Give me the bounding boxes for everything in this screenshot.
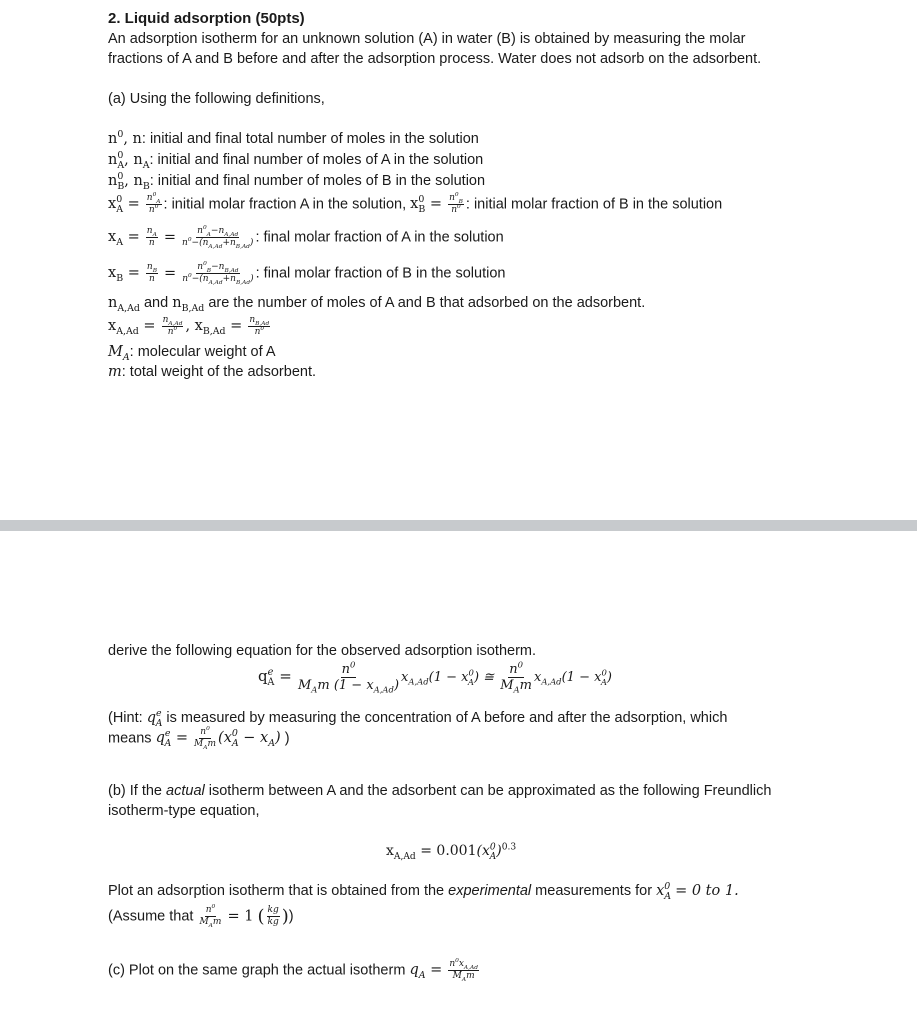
def-and-text: and: [143, 295, 169, 311]
part-b-line-2: isotherm-type equation,: [108, 803, 260, 819]
part-a-heading: (a) Using the following definitions,: [108, 91, 325, 107]
hint-start: (Hint:: [108, 710, 143, 726]
def-xb-text: : final molar fraction of B in the solution: [255, 265, 506, 282]
assume-end: ): [288, 908, 294, 925]
part-b-post: isotherm between A and the adsorbent can be approximated as the following Freundlich: [204, 783, 772, 799]
def-ma-line: $M_A$: molecular weight of A: [108, 344, 276, 363]
freundlich-coefficient: 0.001: [436, 843, 477, 859]
part-c-text: (c) Plot on the same graph the actual isotherm: [108, 962, 406, 979]
def-adsorbed-line: $n_{A,Ad}$ and $n_{B,Ad}$ are the number of moles of A and B that adsorbed on the adsorbent.: [108, 295, 646, 314]
def-xad-line: $x_{A,Ad}$ = $\frac{n_{A,Ad}}{n^0}$ , $x_{B,Ad}$ = $\frac{n_{B,Ad}}{n^0}$: [108, 315, 270, 338]
xa-fraction-1: $\frac{n_A}{n}$: [146, 226, 157, 248]
derive-text: derive the following equation for the observed adsorption isotherm.: [108, 643, 537, 659]
assume-pre: (Assume that: [108, 908, 194, 925]
part-b-line-1: [108, 783, 771, 799]
def-adsorbed-text: are the number of moles of A and B that adsorbed on the adsorbent.: [208, 295, 646, 311]
part-c-fraction: $\frac{n^0x_{A,Ad}}{M_Am}$: [449, 958, 478, 983]
def-nb-text: : initial and final number of moles of B in the solution: [149, 173, 486, 189]
def-m-line: m: total weight of the adsorbent.: [108, 364, 317, 380]
hint-line-1: (Hint: $q^e_A$ is measured by measuring the concentration of A before and after the adsorption, which: [108, 708, 728, 729]
xbad-fraction: $\frac{n_{B,Ad}}{n^0}$: [249, 315, 270, 337]
def-n-text: : initial and final total number of moles in the solution: [141, 131, 479, 147]
plot-range: = 0 to 1.: [675, 883, 739, 899]
def-m-text: : total weight of the adsorbent.: [121, 364, 317, 380]
hint-means: means: [108, 730, 152, 747]
assume-line: (Assume that $\frac{n^0}{M_Am}$ = 1 ( $\frac{kg}{kg}$ )): [108, 904, 294, 929]
def-xa-line: $x_A$ = $\frac{n_A}{n}$ = $\frac{n^0_A-n_{A,Ad}}{n^0-(n_{A,Ad}+n_{B,Ad})}$ : final molar fraction of A in the solution: [108, 225, 504, 250]
def-na-line: $n^0_A$, $n_A$: initial and final number of moles of A in the solution: [108, 150, 484, 171]
def-xa0-text: : initial molar fraction A in the solution,: [163, 196, 407, 213]
part-b-emphasis: actual: [166, 783, 205, 799]
isotherm-fraction-1: $\frac{n^0}{M_Am (1 - x_{A,Ad})}$: [297, 659, 400, 695]
hint-line-2: means $q^e_A$ = $\frac{n^0}{M_Am}$ $(x^0_A - x_A)$ ): [108, 726, 290, 751]
isotherm-fraction-2: $\frac{n^0}{M_Am}$: [500, 659, 532, 695]
problem-title: 2. Liquid adsorption (50pts): [108, 10, 305, 27]
xa-fraction-2: $\frac{n^0_A-n_{A,Ad}}{n^0-(n_{A,Ad}+n_{B,Ad})}$: [182, 225, 254, 250]
page-divider: [0, 520, 917, 531]
plot-emphasis: experimental: [448, 883, 532, 899]
hint-end: ): [284, 730, 290, 747]
part-b-pre: (b) If the: [108, 783, 167, 799]
isotherm-equation: $q^e_A$ = $\frac{n^0}{M_Am (1 - x_{A,Ad})}$ $x_{A,Ad}(1 - x^0_A)$ ≅ $\frac{n^0}{M_Am}$ $x_{A,Ad}(1 - x^0_A)$: [258, 659, 612, 695]
xb-fraction-2: $\frac{n^0_B-n_{B,Ad}}{n^0-(n_{A,Ad}+n_{B,Ad})}$: [182, 261, 254, 286]
unit-num: kg: [267, 905, 279, 915]
plot-post: measurements for: [531, 883, 653, 899]
def-xa0-line: $x^0_A$ = $\frac{n^0_A}{n^0}$ : initial molar fraction A in the solution, $x^0_B$ = $\frac{n^0_B}{n^0}$ : initial molar fraction of B in the solution: [108, 192, 723, 216]
def-xb-line: $x_B$ = $\frac{n_B}{n}$ = $\frac{n^0_B-n_{B,Ad}}{n^0-(n_{A,Ad}+n_{B,Ad})}$ : final molar fraction of B in the solution: [108, 261, 506, 286]
def-ma-text: : molecular weight of A: [129, 344, 276, 360]
assume-unit-fraction: [267, 906, 280, 927]
plot-pre: Plot an adsorption isotherm that is obtained from the: [108, 883, 449, 899]
def-n-line: $n^0$, n: initial and final total number of moles in the solution: [108, 129, 479, 147]
plot-instruction-line: Plot an adsorption isotherm that is obtained from the experimental measurements for $x^0_A = 0$ to 1.: [108, 881, 739, 902]
xa0-fraction: $\frac{n^0_A}{n^0}$: [146, 192, 161, 215]
def-nb-line: $n^0_B$, $n_B$: initial and final number of moles of B in the solution: [108, 171, 486, 192]
def-xb0-text: : initial molar fraction of B in the solution: [465, 196, 723, 213]
freundlich-equation: $x_{A,Ad} = 0.001(x^0_A)^{0.3}$: [386, 842, 517, 862]
def-xa-text: : final molar fraction of A in the solution: [255, 229, 504, 246]
intro-line-1: An adsorption isotherm for an unknown solution (A) in water (B) is obtained by measuring the molar: [108, 31, 746, 47]
freundlich-exponent: 0.3: [501, 842, 517, 853]
intro-line-2: fractions of A and B before and after the adsorption process. Water does not adsorb on the adsorbent.: [108, 51, 762, 67]
part-c-line: (c) Plot on the same graph the actual isotherm $q_A$ = $\frac{n^0x_{A,Ad}}{M_Am}$: [108, 958, 478, 983]
hint-fraction: $\frac{n^0}{M_Am}$: [194, 726, 217, 751]
assume-value: = 1: [227, 908, 254, 925]
assume-fraction: $\frac{n^0}{M_Am}$: [199, 904, 222, 929]
hint-mid: is measured by measuring the concentration of A before and after the adsorption, which: [166, 710, 728, 726]
unit-den: kg: [267, 917, 279, 927]
def-na-text: : initial and final number of moles of A in the solution: [149, 152, 484, 168]
xb-fraction-1: $\frac{n_B}{n}$: [146, 262, 157, 284]
xb0-fraction: $\frac{n^0_B}{n^0}$: [449, 192, 463, 215]
xaad-fraction: $\frac{n_{A,Ad}}{n^0}$: [162, 315, 183, 337]
